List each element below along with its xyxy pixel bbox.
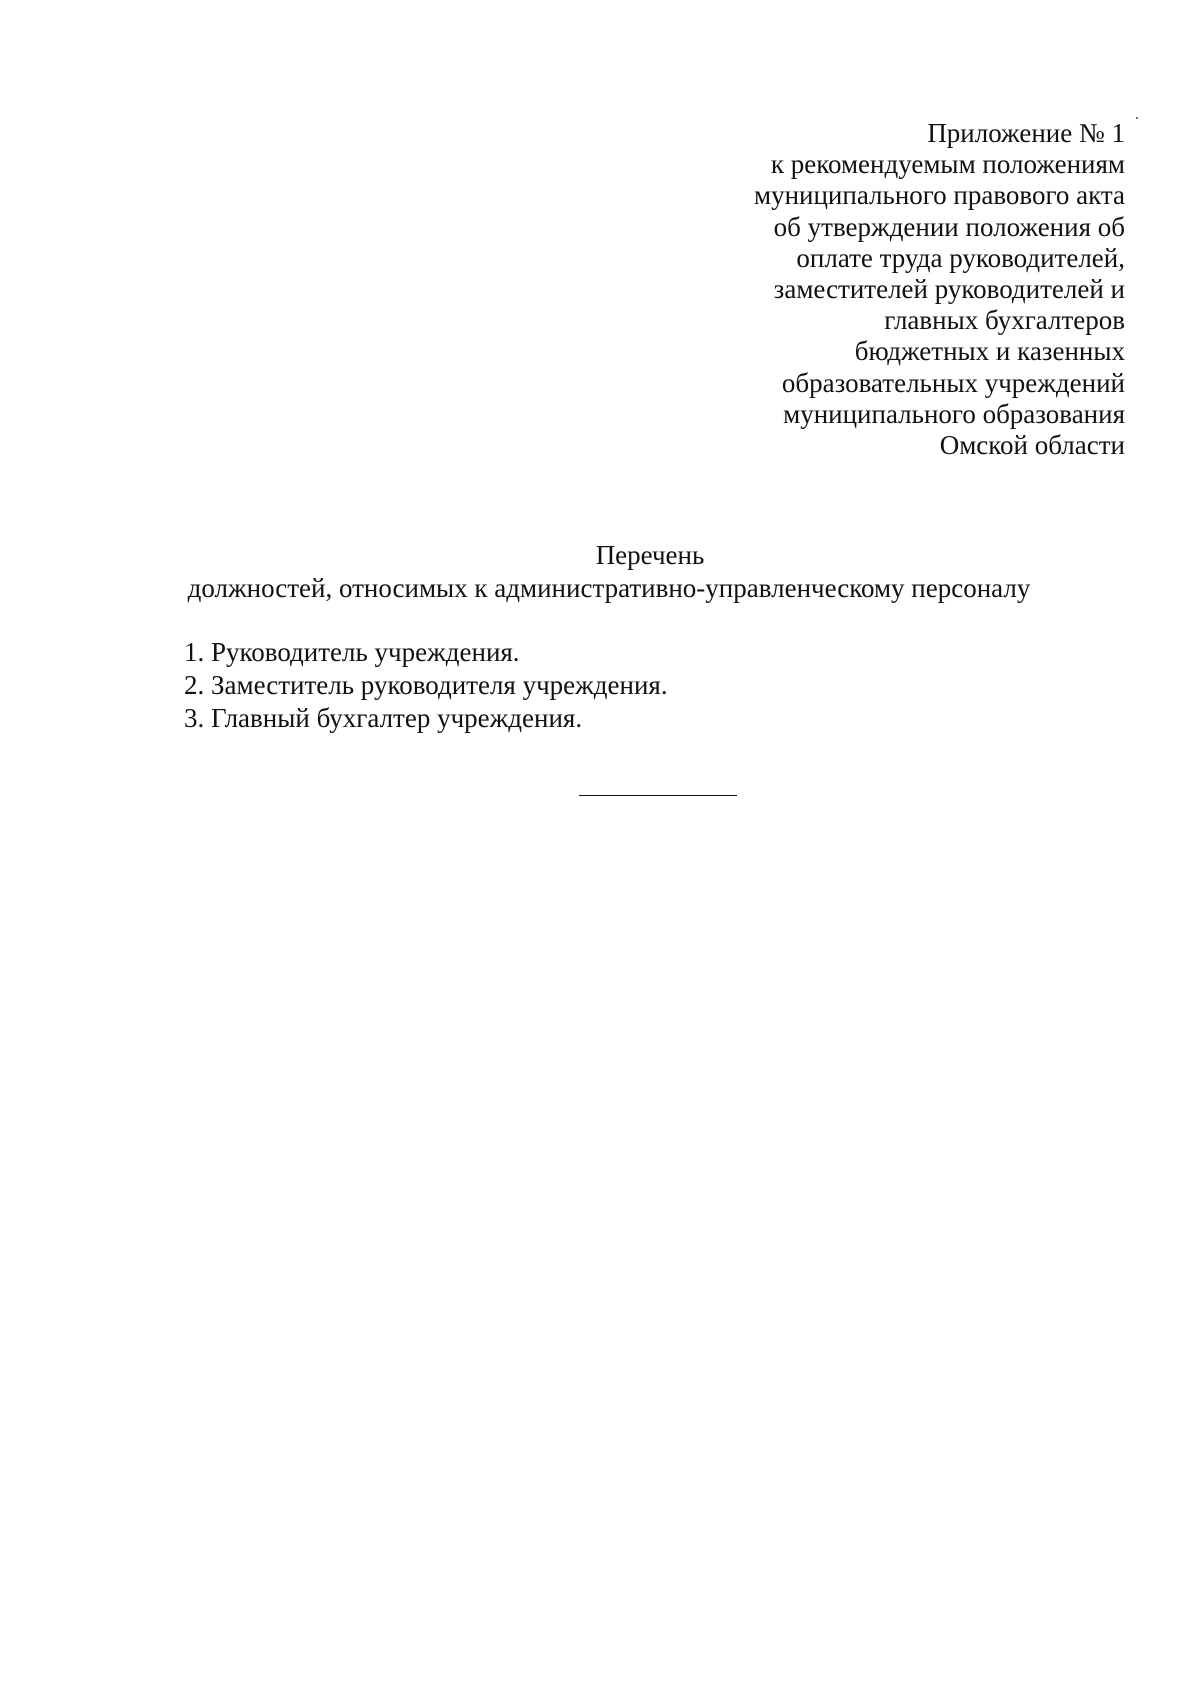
closing-rule — [579, 795, 737, 796]
appendix-line: об утверждении положения об — [773, 211, 1125, 242]
appendix-line: Приложение № 1 — [927, 118, 1125, 148]
appendix-line: заместителей руководителей и — [773, 274, 1125, 305]
appendix-line: образовательных учреждений — [781, 367, 1125, 398]
appendix-line: бюджетных и казенных — [854, 336, 1125, 367]
appendix-header — [485, 118, 1125, 461]
document-title — [0, 539, 1200, 605]
positions-list — [184, 636, 1084, 735]
appendix-line: к рекомендуемым положениям — [770, 149, 1125, 180]
appendix-line: муниципального правового акта — [753, 180, 1125, 211]
title-main: Перечень — [595, 540, 705, 570]
list-item: 2. Заместитель руководителя учреждения. — [184, 670, 668, 700]
appendix-line: главных бухгалтеров — [884, 305, 1125, 336]
appendix-line: муниципального образования — [783, 398, 1125, 429]
appendix-line: оплате труда руководителей, — [796, 242, 1125, 273]
title-subtitle: должностей, относимых к административно-управленческому персоналу — [187, 573, 1031, 603]
list-item: 1. Руководитель учреждения. — [184, 637, 520, 667]
scan-speck — [1136, 117, 1138, 119]
appendix-line: Омской области — [939, 430, 1125, 461]
list-item: 3. Главный бухгалтер учреждения. — [184, 703, 583, 733]
